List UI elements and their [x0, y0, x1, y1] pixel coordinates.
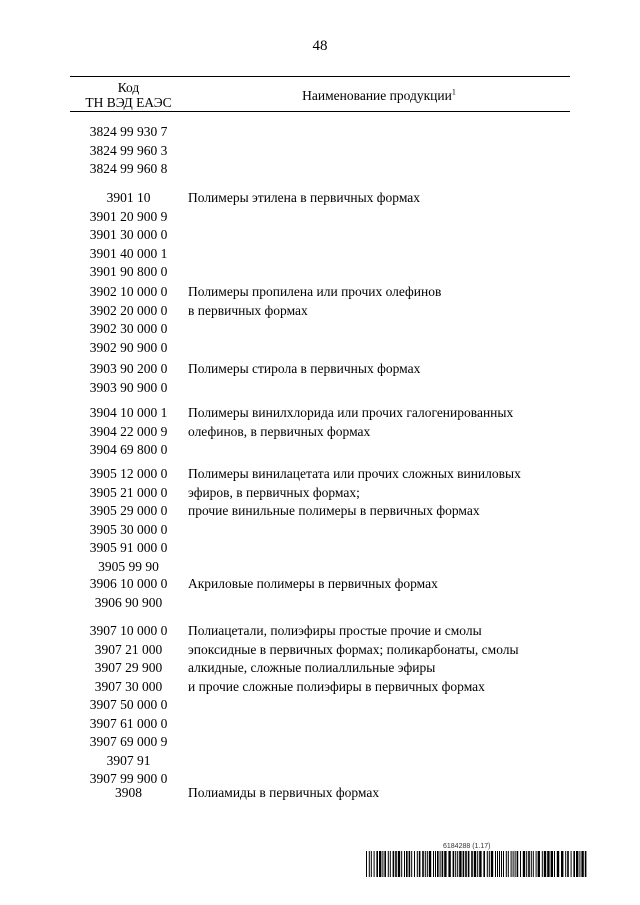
hs-code: 3907 50 000 0	[89, 697, 168, 712]
hs-code: 3906 10 000 0	[89, 576, 168, 591]
hs-code: 3902 20 000 0	[89, 302, 168, 318]
column-header-code	[70, 80, 187, 110]
product-description	[188, 283, 570, 320]
description-line: Полимеры этилена в первичных формах	[188, 190, 421, 205]
code-cell	[70, 465, 187, 576]
hs-code: 3905 91 000 0	[89, 540, 168, 555]
description-line: олефинов, в первичных формах	[188, 423, 371, 439]
column-header-name	[188, 88, 570, 103]
table-header-rule	[70, 111, 570, 112]
hs-code: 3908	[115, 785, 142, 800]
product-description	[188, 575, 570, 594]
hs-code: 3905 12 000 0	[89, 466, 168, 481]
hs-code: 3902 10 000 0	[89, 284, 168, 299]
column-header-code-line2: ТН ВЭД ЕАЭС	[85, 95, 172, 110]
hs-code: 3902 30 000 0	[89, 321, 168, 336]
hs-code: 3904 69 800 0	[89, 442, 168, 457]
hs-code: 3901 40 000 1	[89, 245, 168, 261]
code-cell	[70, 360, 187, 397]
code-cell	[70, 575, 187, 612]
hs-code: 3904 22 000 9	[89, 423, 168, 439]
product-description	[188, 622, 570, 696]
hs-code: 3905 30 000 0	[89, 521, 168, 537]
hs-code: 3907 61 000 0	[89, 715, 168, 731]
code-cell	[70, 784, 187, 803]
hs-code: 3901 90 800 0	[89, 264, 168, 279]
hs-code: 3901 20 900 9	[89, 208, 168, 224]
hs-code: 3824 99 960 3	[89, 142, 168, 158]
footnote-marker: 1	[451, 87, 456, 97]
hs-code: 3902 90 900 0	[89, 339, 168, 355]
hs-code: 3907 91	[106, 752, 151, 768]
description-line: Акриловые полимеры в первичных формах	[188, 576, 438, 591]
hs-code: 3904 10 000 1	[89, 405, 168, 420]
hs-code: 3824 99 960 8	[89, 161, 168, 176]
hs-code: 3907 30 000	[94, 678, 163, 694]
description-line: Полиацетали, полиэфиры простые прочие и смолы	[188, 623, 482, 638]
hs-code: 3907 29 900	[94, 660, 163, 675]
column-header-code-line1: Код	[117, 80, 140, 95]
hs-code: 3824 99 930 7	[89, 124, 168, 139]
code-cell	[70, 189, 187, 282]
hs-code: 3901 10	[106, 190, 151, 205]
code-cell	[70, 622, 187, 789]
description-line: Полимеры пропилена или прочих олефинов	[188, 284, 442, 299]
hs-code: 3907 69 000 9	[89, 734, 168, 749]
hs-code: 3907 99 900 0	[89, 771, 168, 786]
description-line: и прочие сложные полиэфиры в первичных формах	[188, 678, 485, 694]
description-line: Полимеры винилацетата или прочих сложных виниловых	[188, 466, 521, 481]
hs-code: 3903 90 900 0	[89, 379, 168, 395]
code-cell	[70, 123, 187, 179]
description-line: алкидные, сложные полиаллильные эфиры	[188, 660, 436, 675]
description-line: Полимеры винилхлорида или прочих галогенированных	[188, 405, 514, 420]
product-description	[188, 189, 570, 208]
hs-code: 3905 29 000 0	[89, 503, 168, 518]
hs-code: 3903 90 200 0	[89, 361, 168, 376]
description-line: Полиамиды в первичных формах	[188, 785, 380, 800]
description-line: Полимеры стирола в первичных формах	[188, 361, 421, 376]
barcode-icon	[366, 851, 588, 877]
description-line: эфиров, в первичных формах;	[188, 484, 360, 500]
column-header-name-label: Наименование продукции	[302, 88, 452, 103]
hs-code: 3901 30 000 0	[89, 227, 168, 242]
hs-code: 3905 99 90	[98, 558, 159, 574]
code-cell	[70, 283, 187, 357]
product-description	[188, 784, 570, 803]
product-description	[188, 465, 570, 521]
hs-code: 3906 90 900	[94, 594, 163, 610]
product-description	[188, 360, 570, 379]
code-cell	[70, 404, 187, 460]
hs-code: 3907 10 000 0	[89, 623, 168, 638]
page-number: 48	[312, 38, 328, 54]
hs-code: 3907 21 000	[94, 641, 163, 657]
product-description	[188, 404, 570, 441]
description-line: прочие винильные полимеры в первичных формах	[188, 503, 480, 518]
barcode-number: 6184288 (1.17)	[443, 843, 491, 850]
description-line: эпоксидные в первичных формах; поликарбонаты, смолы	[188, 641, 519, 657]
description-line: в первичных формах	[188, 302, 308, 318]
hs-code: 3905 21 000 0	[89, 484, 168, 500]
table-top-rule	[70, 76, 570, 77]
